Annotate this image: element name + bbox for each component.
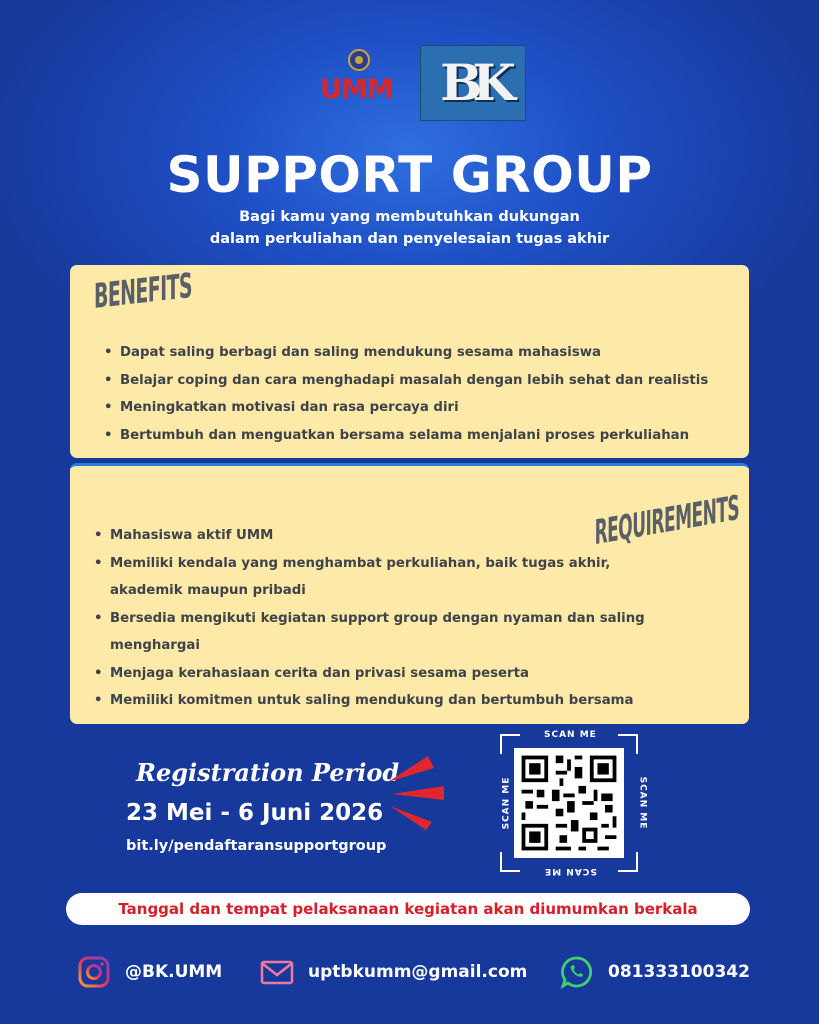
scan-me-label: SCAN ME: [637, 776, 648, 830]
whatsapp-icon: [560, 955, 594, 989]
list-item: • Meningkatkan motivasi dan rasa percaya diri: [104, 394, 744, 422]
contact-whatsapp[interactable]: [560, 952, 750, 992]
mail-icon: [260, 955, 294, 989]
benefits-heading: BENEFITS: [94, 265, 192, 317]
scan-me-label: SCAN ME: [501, 776, 512, 830]
scan-me-label: SCAN ME: [544, 730, 597, 740]
list-item: • Belajar coping dan cara menghadapi masalah dengan lebih sehat dan realistis: [104, 367, 744, 395]
benefits-list: [104, 339, 744, 449]
requirements-card: [70, 463, 749, 724]
email-address: uptbkumm@gmail.com: [308, 962, 528, 982]
umm-emblem-icon: [348, 48, 370, 72]
logo-bar: [0, 44, 819, 120]
contact-email[interactable]: [260, 952, 527, 992]
page-title: SUPPORT GROUP: [166, 146, 653, 204]
subtitle-line-1: Bagi kamu yang membutuhkan dukungan: [239, 209, 580, 225]
bk-logo: [420, 45, 526, 121]
bk-logo-text: BK: [440, 53, 506, 112]
list-item: • Menjaga kerahasiaan cerita dan privasi sesama peserta: [94, 660, 654, 688]
requirements-heading: REQUIREMENTS: [594, 488, 739, 554]
registration-link[interactable]: bit.ly/pendaftaransupportgroup: [126, 838, 387, 854]
list-item: • Memiliki kendala yang menghambat perkuliahan, baik tugas akhir, akademik maupun pribadi: [94, 550, 654, 605]
benefits-card: [70, 265, 749, 458]
qr-code[interactable]: [514, 748, 624, 858]
instagram-handle: @BK.UMM: [125, 962, 223, 982]
registration-dates: 23 Mei - 6 Juni 2026: [126, 800, 384, 826]
contact-instagram[interactable]: [77, 952, 222, 992]
list-item: • Bersedia mengikuti kegiatan support group dengan nyaman dan saling menghargai: [94, 605, 654, 660]
instagram-icon: [77, 955, 111, 989]
umm-logo: UMM: [320, 74, 393, 105]
list-item: • Memiliki komitmen untuk saling mendukung dan bertumbuh bersama: [94, 687, 654, 715]
list-item: • Mahasiswa aktif UMM: [94, 522, 654, 550]
scan-me-label: SCAN ME: [544, 866, 597, 876]
subtitle-line-2: dalam perkuliahan dan penyelesaian tugas akhir: [209, 231, 610, 247]
notice-banner: Tanggal dan tempat pelaksanaan kegiatan akan diumumkan berkala: [66, 893, 750, 925]
subtitle: [0, 206, 819, 250]
registration-title: Registration Period: [136, 758, 400, 787]
qr-code-icon: [514, 748, 624, 858]
list-item: • Bertumbuh dan menguatkan bersama selama menjalani proses perkuliahan: [104, 422, 744, 450]
whatsapp-number: 081333100342: [608, 962, 750, 982]
requirements-list: [94, 522, 654, 715]
list-item: • Dapat saling berbagi dan saling mendukung sesama mahasiswa: [104, 339, 744, 367]
qr-code-block[interactable]: [494, 728, 648, 878]
burst-icon: [384, 752, 448, 830]
